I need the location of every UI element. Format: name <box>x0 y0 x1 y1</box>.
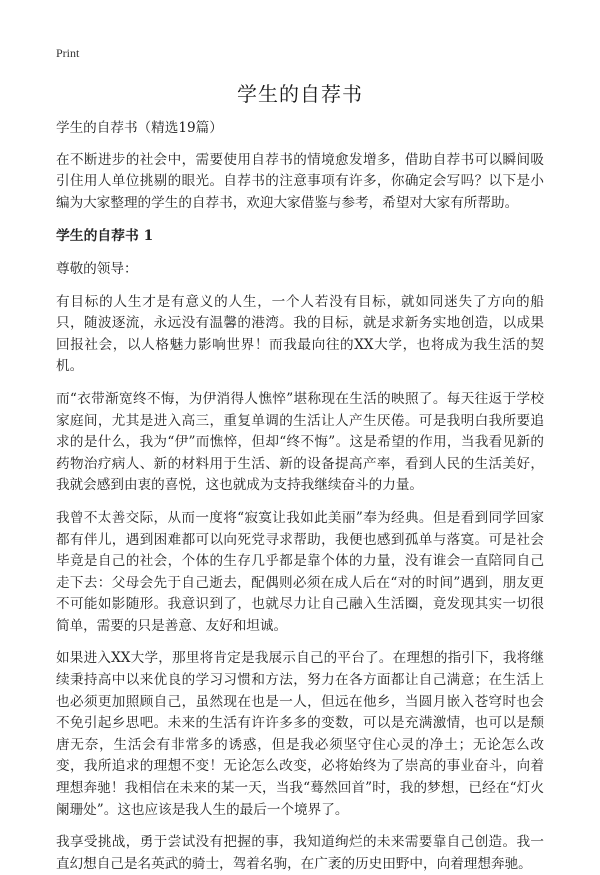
section-heading: 学生的自荐书 1 <box>56 228 154 245</box>
print-label: Print <box>56 46 80 60</box>
body-paragraph: 而“衣带渐宽终不悔，为伊消得人憔悴”堪称现在生活的映照了。每天往返于学校家庭间，尤其是进入高三，重复单调的生活让人产生厌倦。可是我明白我所要追求的是什么，我为“伊”而憔悴，但却“终不悔”。这是希望的作用，当我看见新的药物治疗病人、新的材料用于生活、新的设备提高产率，看到人民的生活美好，我就会感到由衷的喜悦，这也就成为支持我继续奋斗的力量。 <box>56 390 544 494</box>
body-paragraph: 我曾不太善交际，从而一度将“寂寞让我如此美丽”奉为经典。但是看到同学回家都有伴儿，遇到困难都可以向死党寻求帮助，我便也感到孤单与落寞。可是社会毕竟是自己的社会，个体的生存几乎都是靠个体的力量，没有谁会一直陪同自己走下去：父母会先于自己逝去，配偶则必须在成人后在“对的时间”遇到，朋友更不可能如影随形。我意识到了，也就尽力让自己融入生活圈，竟发现其实一切很简单，需要的只是善意、友好和坦诚。 <box>56 509 544 634</box>
body-paragraph: 如果进入XX大学，那里将肯定是我展示自己的平台了。在理想的指引下，我将继续秉持高中以来优良的学习习惯和方法，努力在各方面都让自己满意；在生活上也必须更加照顾自己，虽然现在也是一人，但远在他乡，当圆月嵌入苍穹时也会不免引起乡思吧。未来的生活有许许多多的变数，可以是充满激情，也可以是颓唐无奈，生活会有非常多的诱惑，但是我必须坚守住心灵的净土；无论怎么改变，我所追求的理想不变！无论怎么改变，必将始终为了崇高的事业奋斗，向着理想奔驰！我相信在未来的某一天，当我“蓦然回首”时，我的梦想，已经在“灯火阑珊处”。这也应该是我人生的最后一个境界了。 <box>56 650 544 818</box>
body-paragraph: 我享受挑战，勇于尝试没有把握的事，我知道绚烂的未来需要靠自己创造。我一直幻想自己是名英武的骑士，驾着名驹，在广袤的历史田野中，向着理想奔驰。 <box>56 834 544 872</box>
document-body <box>56 118 544 875</box>
document-title: 学生的自荐书 <box>237 82 363 106</box>
intro-paragraph: 在不断进步的社会中，需要使用自荐书的情境愈发增多，借助自荐书可以瞬间吸引住用人单位挑剔的眼光。自荐书的注意事项有许多，你确定会写吗？以下是小编为大家整理的学生的自荐书，欢迎大家借鉴与参考，希望对大家有所帮助。 <box>56 151 544 211</box>
salutation: 尊敬的领导： <box>56 260 138 277</box>
document-subtitle: 学生的自荐书（精选19篇） <box>56 120 223 136</box>
body-paragraph: 有目标的人生才是有意义的人生，一个人若没有目标，就如同迷失了方向的船只，随波逐流，永远没有温馨的港湾。我的目标，就是求新务实地创造，以成果回报社会，以人格魅力影响世界！而我最向往的XX大学，也将成为我生活的契机。 <box>56 293 544 375</box>
